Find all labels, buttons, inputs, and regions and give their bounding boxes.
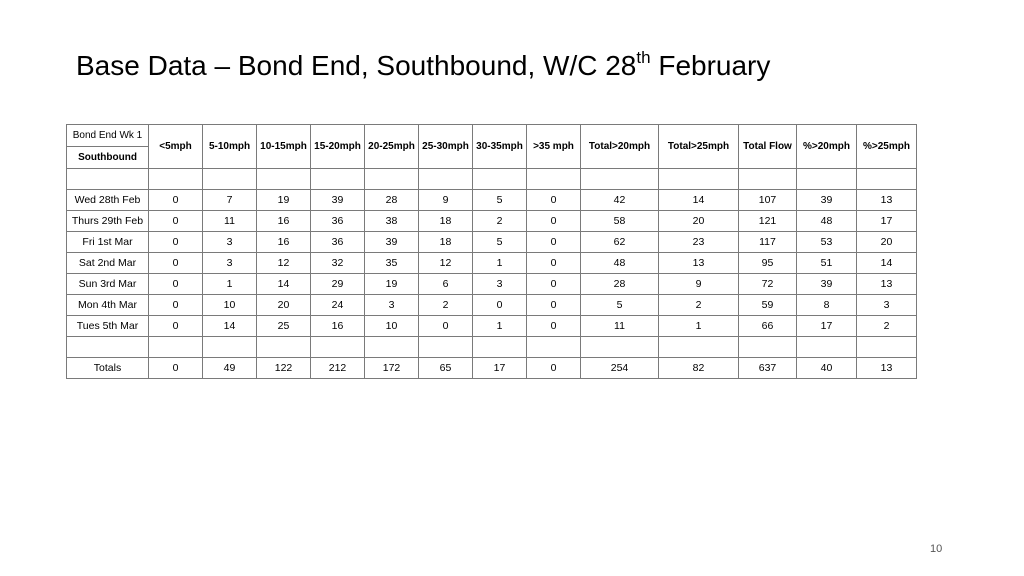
value-cell: 0 — [527, 316, 581, 337]
value-cell: 14 — [203, 316, 257, 337]
value-cell: 19 — [257, 190, 311, 211]
empty-cell — [257, 337, 311, 358]
value-cell: 2 — [659, 295, 739, 316]
empty-cell — [365, 169, 419, 190]
value-cell: 2 — [419, 295, 473, 316]
row-label-cell: Totals — [67, 358, 149, 379]
value-cell: 0 — [527, 358, 581, 379]
value-cell: 0 — [149, 190, 203, 211]
value-cell: 38 — [365, 211, 419, 232]
value-cell: 17 — [797, 316, 857, 337]
value-cell: 17 — [857, 211, 917, 232]
table-row — [67, 295, 917, 316]
value-cell: 39 — [311, 190, 365, 211]
value-cell: 0 — [419, 316, 473, 337]
value-cell: 10 — [203, 295, 257, 316]
value-cell: 16 — [257, 211, 311, 232]
value-cell: 36 — [311, 232, 365, 253]
direction-label-cell: Southbound — [67, 147, 149, 169]
speed-data-table — [66, 124, 917, 379]
value-cell: 13 — [857, 358, 917, 379]
value-cell: 49 — [203, 358, 257, 379]
value-cell: 32 — [311, 253, 365, 274]
value-cell: 14 — [857, 253, 917, 274]
value-cell: 1 — [473, 253, 527, 274]
value-cell: 72 — [739, 274, 797, 295]
page-number: 10 — [930, 543, 943, 555]
empty-cell — [797, 337, 857, 358]
row-label-cell: Wed 28th Feb — [67, 190, 149, 211]
value-cell: 95 — [739, 253, 797, 274]
empty-cell — [67, 337, 149, 358]
value-cell: 39 — [797, 190, 857, 211]
value-cell: 0 — [149, 316, 203, 337]
value-cell: 16 — [311, 316, 365, 337]
empty-cell — [257, 169, 311, 190]
value-cell: 13 — [857, 274, 917, 295]
table-blank-row — [67, 337, 917, 358]
table-body — [67, 125, 917, 379]
value-cell: 65 — [419, 358, 473, 379]
table-row — [67, 232, 917, 253]
empty-cell — [527, 337, 581, 358]
value-cell: 9 — [419, 190, 473, 211]
value-cell: 17 — [473, 358, 527, 379]
value-cell: 107 — [739, 190, 797, 211]
title-superscript: th — [636, 48, 651, 67]
empty-cell — [797, 169, 857, 190]
value-cell: 2 — [473, 211, 527, 232]
value-cell: 0 — [149, 253, 203, 274]
value-cell: 3 — [857, 295, 917, 316]
table-row — [67, 253, 917, 274]
group-label-cell: Bond End Wk 1 — [67, 125, 149, 147]
value-cell: 20 — [857, 232, 917, 253]
value-cell: 82 — [659, 358, 739, 379]
value-cell: 28 — [365, 190, 419, 211]
value-cell: 23 — [659, 232, 739, 253]
value-cell: 3 — [203, 232, 257, 253]
value-cell: 11 — [581, 316, 659, 337]
empty-cell — [419, 169, 473, 190]
empty-cell — [149, 337, 203, 358]
value-cell: 62 — [581, 232, 659, 253]
column-header: 10-15mph — [257, 125, 311, 169]
value-cell: 2 — [857, 316, 917, 337]
value-cell: 121 — [739, 211, 797, 232]
row-label-cell: Sun 3rd Mar — [67, 274, 149, 295]
value-cell: 42 — [581, 190, 659, 211]
value-cell: 0 — [149, 295, 203, 316]
value-cell: 24 — [311, 295, 365, 316]
value-cell: 1 — [659, 316, 739, 337]
table-row — [67, 211, 917, 232]
empty-cell — [659, 169, 739, 190]
column-header: Total>25mph — [659, 125, 739, 169]
value-cell: 122 — [257, 358, 311, 379]
title-main: Base Data – Bond End, Southbound, W/C 28 — [76, 50, 637, 81]
value-cell: 19 — [365, 274, 419, 295]
value-cell: 13 — [659, 253, 739, 274]
empty-cell — [67, 169, 149, 190]
value-cell: 48 — [581, 253, 659, 274]
empty-cell — [581, 337, 659, 358]
column-header: 5-10mph — [203, 125, 257, 169]
value-cell: 35 — [365, 253, 419, 274]
value-cell: 39 — [365, 232, 419, 253]
value-cell: 53 — [797, 232, 857, 253]
value-cell: 6 — [419, 274, 473, 295]
title-tail: February — [650, 50, 771, 81]
column-header: %>20mph — [797, 125, 857, 169]
value-cell: 5 — [473, 190, 527, 211]
empty-cell — [857, 337, 917, 358]
value-cell: 11 — [203, 211, 257, 232]
value-cell: 13 — [857, 190, 917, 211]
column-header: 15-20mph — [311, 125, 365, 169]
empty-cell — [739, 337, 797, 358]
value-cell: 0 — [149, 274, 203, 295]
empty-cell — [311, 169, 365, 190]
value-cell: 59 — [739, 295, 797, 316]
value-cell: 5 — [581, 295, 659, 316]
empty-cell — [473, 169, 527, 190]
value-cell: 212 — [311, 358, 365, 379]
value-cell: 1 — [473, 316, 527, 337]
value-cell: 14 — [659, 190, 739, 211]
empty-cell — [311, 337, 365, 358]
empty-cell — [581, 169, 659, 190]
value-cell: 39 — [797, 274, 857, 295]
row-label-cell: Sat 2nd Mar — [67, 253, 149, 274]
value-cell: 16 — [257, 232, 311, 253]
value-cell: 29 — [311, 274, 365, 295]
value-cell: 10 — [365, 316, 419, 337]
empty-cell — [203, 169, 257, 190]
value-cell: 3 — [365, 295, 419, 316]
value-cell: 18 — [419, 232, 473, 253]
value-cell: 0 — [527, 190, 581, 211]
value-cell: 28 — [581, 274, 659, 295]
column-header: 20-25mph — [365, 125, 419, 169]
value-cell: 0 — [527, 232, 581, 253]
value-cell: 5 — [473, 232, 527, 253]
table-row — [67, 316, 917, 337]
row-label-cell: Mon 4th Mar — [67, 295, 149, 316]
empty-cell — [149, 169, 203, 190]
slide-title — [76, 50, 770, 82]
table-header-row-1 — [67, 125, 917, 147]
value-cell: 20 — [659, 211, 739, 232]
table-blank-row — [67, 169, 917, 190]
empty-cell — [659, 337, 739, 358]
value-cell: 7 — [203, 190, 257, 211]
value-cell: 0 — [149, 232, 203, 253]
value-cell: 3 — [203, 253, 257, 274]
row-label-cell: Thurs 29th Feb — [67, 211, 149, 232]
value-cell: 36 — [311, 211, 365, 232]
empty-cell — [203, 337, 257, 358]
value-cell: 0 — [527, 274, 581, 295]
value-cell: 8 — [797, 295, 857, 316]
value-cell: 12 — [419, 253, 473, 274]
value-cell: 0 — [473, 295, 527, 316]
column-header: 25-30mph — [419, 125, 473, 169]
column-header: <5mph — [149, 125, 203, 169]
empty-cell — [527, 169, 581, 190]
value-cell: 58 — [581, 211, 659, 232]
value-cell: 18 — [419, 211, 473, 232]
value-cell: 172 — [365, 358, 419, 379]
value-cell: 40 — [797, 358, 857, 379]
value-cell: 48 — [797, 211, 857, 232]
table-row — [67, 190, 917, 211]
value-cell: 0 — [527, 295, 581, 316]
empty-cell — [739, 169, 797, 190]
value-cell: 0 — [149, 211, 203, 232]
value-cell: 254 — [581, 358, 659, 379]
value-cell: 51 — [797, 253, 857, 274]
empty-cell — [365, 337, 419, 358]
row-label-cell: Fri 1st Mar — [67, 232, 149, 253]
value-cell: 66 — [739, 316, 797, 337]
value-cell: 14 — [257, 274, 311, 295]
value-cell: 12 — [257, 253, 311, 274]
row-label-cell: Tues 5th Mar — [67, 316, 149, 337]
empty-cell — [419, 337, 473, 358]
column-header: >35 mph — [527, 125, 581, 169]
value-cell: 0 — [527, 211, 581, 232]
value-cell: 117 — [739, 232, 797, 253]
column-header: Total>20mph — [581, 125, 659, 169]
value-cell: 3 — [473, 274, 527, 295]
value-cell: 20 — [257, 295, 311, 316]
value-cell: 637 — [739, 358, 797, 379]
column-header: 30-35mph — [473, 125, 527, 169]
value-cell: 25 — [257, 316, 311, 337]
column-header: Total Flow — [739, 125, 797, 169]
value-cell: 0 — [527, 253, 581, 274]
table-row — [67, 274, 917, 295]
value-cell: 9 — [659, 274, 739, 295]
empty-cell — [473, 337, 527, 358]
value-cell: 0 — [149, 358, 203, 379]
empty-cell — [857, 169, 917, 190]
column-header: %>25mph — [857, 125, 917, 169]
value-cell: 1 — [203, 274, 257, 295]
totals-row — [67, 358, 917, 379]
